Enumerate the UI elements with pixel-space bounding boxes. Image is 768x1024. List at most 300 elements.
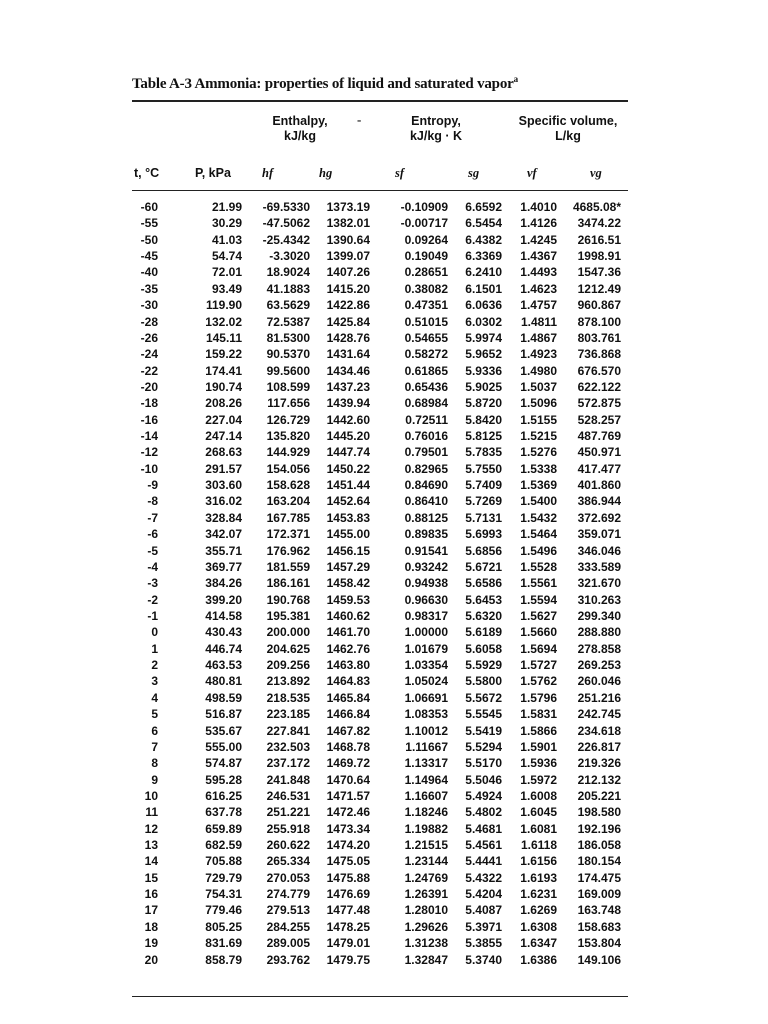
cell-sg: 5.9336 (465, 363, 502, 378)
cell-sg: 5.8420 (465, 412, 502, 427)
cell-hg: 1473.34 (326, 821, 370, 836)
cell-pressure: 805.25 (205, 919, 242, 934)
cell-sf: 1.21515 (404, 838, 448, 853)
cell-sf: 1.31238 (404, 936, 448, 951)
cell-temperature: -22 (140, 363, 158, 378)
cell-vf: 1.5594 (520, 592, 557, 607)
cell-temperature: -16 (140, 412, 158, 427)
cell-hg: 1425.84 (326, 314, 370, 329)
cell-vf: 1.6118 (520, 838, 557, 853)
cell-vg: 622.122 (577, 379, 621, 394)
cell-sf: 0.19049 (404, 249, 448, 264)
cell-pressure: 637.78 (205, 805, 242, 820)
cell-hg: 1475.05 (326, 854, 370, 869)
cell-temperature: -50 (140, 232, 158, 247)
cell-hf: -3.3020 (269, 249, 310, 264)
cell-temperature: -4 (147, 559, 158, 574)
cell-sg: 5.7269 (465, 494, 502, 509)
cell-hf: 18.9024 (266, 265, 310, 280)
cell-sg: 5.7835 (465, 445, 502, 460)
cell-sf: 1.29626 (404, 919, 448, 934)
volume-group-header (508, 114, 628, 144)
cell-vg: 386.944 (577, 494, 621, 509)
cell-vf: 1.5936 (520, 756, 557, 771)
cell-pressure: 291.57 (205, 461, 242, 476)
cell-pressure: 54.74 (211, 249, 242, 264)
cell-hg: 1407.26 (326, 265, 370, 280)
cell-vg: 153.804 (577, 936, 621, 951)
cell-vf: 1.4623 (520, 281, 557, 296)
cell-hg: 1373.19 (326, 200, 370, 214)
entropy-unit: kJ/kg · K (409, 129, 463, 143)
cell-sg: 6.6592 (465, 200, 502, 214)
cell-sg: 5.7409 (465, 478, 502, 493)
cell-vf: 1.4811 (520, 314, 557, 329)
cell-sf: 1.13317 (404, 756, 448, 771)
table-row (132, 886, 628, 902)
cell-hf: 227.841 (266, 723, 310, 738)
cell-hf: 72.5387 (266, 314, 310, 329)
cell-hg: 1470.64 (326, 772, 370, 787)
cell-hf: 176.962 (266, 543, 310, 558)
cell-vg: 450.971 (577, 445, 621, 460)
cell-sg: 6.0302 (465, 314, 502, 329)
cell-vf: 1.6156 (520, 854, 557, 869)
cell-sg: 6.0636 (465, 298, 502, 313)
cell-hf: 190.768 (266, 592, 310, 607)
cell-sf: 0.38082 (404, 281, 448, 296)
cell-vg: 234.618 (577, 723, 621, 738)
table-row (132, 755, 628, 771)
cell-temperature: 10 (144, 788, 158, 803)
table-row (132, 526, 628, 542)
cell-vg: 180.154 (577, 854, 621, 869)
cell-sf: 1.06691 (404, 690, 448, 705)
cell-vf: 1.6045 (520, 805, 557, 820)
table-row (132, 232, 628, 248)
cell-pressure: 480.81 (205, 674, 242, 689)
table-row (132, 919, 628, 935)
cell-vg: 205.221 (577, 788, 621, 803)
cell-pressure: 30.29 (211, 216, 242, 231)
cell-vg: 288.880 (577, 625, 621, 640)
cell-hf: 270.053 (266, 870, 310, 885)
table-row (132, 657, 628, 673)
cell-pressure: 342.07 (205, 527, 242, 542)
cell-hf: 200.000 (266, 625, 310, 640)
cell-hf: 293.762 (266, 952, 310, 967)
cell-hg: 1469.72 (326, 756, 370, 771)
cell-sg: 5.5419 (465, 723, 502, 738)
cell-sf: 0.94938 (404, 576, 448, 591)
cell-hf: 158.628 (266, 478, 310, 493)
cell-sg: 5.5929 (465, 658, 502, 673)
cell-sg: 5.5294 (465, 739, 502, 754)
cell-hf: 213.892 (266, 674, 310, 689)
volume-label: Specific volume, (518, 114, 618, 128)
cell-vg: 878.100 (577, 314, 621, 329)
table-row (132, 788, 628, 804)
cell-pressure: 174.41 (205, 363, 242, 378)
cell-hf: -69.5330 (262, 200, 310, 214)
cell-vf: 1.5627 (520, 608, 557, 623)
cell-vf: 1.5762 (520, 674, 557, 689)
cell-hg: 1442.60 (326, 412, 370, 427)
cell-temperature: -8 (147, 494, 158, 509)
column-header-vf: vf (527, 166, 537, 180)
cell-vg: 198.580 (577, 805, 621, 820)
cell-temperature: 11 (145, 805, 158, 820)
cell-vg: 372.692 (577, 510, 621, 525)
cell-hg: 1461.70 (326, 625, 370, 640)
cell-sf: 0.09264 (404, 232, 448, 247)
cell-hg: 1437.23 (326, 379, 370, 394)
cell-hg: 1447.74 (326, 445, 370, 460)
cell-temperature: 19 (144, 936, 158, 951)
cell-sf: 1.14964 (404, 772, 448, 787)
cell-temperature: 20 (144, 952, 158, 967)
cell-sg: 5.9652 (465, 347, 502, 362)
cell-hg: 1456.15 (326, 543, 370, 558)
enthalpy-unit: kJ/kg (284, 129, 316, 143)
cell-sg: 5.8720 (465, 396, 502, 411)
cell-hg: 1455.00 (326, 527, 370, 542)
cell-vf: 1.6231 (520, 887, 557, 902)
cell-vg: 4685.08* (572, 200, 621, 214)
cell-hg: 1472.46 (326, 805, 370, 820)
table-row (132, 493, 628, 509)
cell-sf: 0.79501 (404, 445, 448, 460)
cell-pressure: 208.26 (205, 396, 242, 411)
table-row (132, 952, 628, 968)
cell-pressure: 516.87 (205, 707, 242, 722)
cell-vg: 3474.22 (577, 216, 621, 231)
cell-sf: 0.65436 (404, 379, 448, 394)
cell-hg: 1475.88 (326, 870, 370, 885)
cell-sg: 5.4561 (465, 838, 502, 853)
cell-sg: 5.5800 (465, 674, 502, 689)
cell-hf: 154.056 (266, 461, 310, 476)
cell-hf: 289.005 (266, 936, 310, 951)
enthalpy-group-header (240, 114, 360, 144)
cell-sg: 5.4441 (465, 854, 502, 869)
cell-vf: 1.4010 (520, 200, 557, 214)
table-row (132, 215, 628, 231)
cell-vg: 251.216 (577, 690, 621, 705)
cell-temperature: 14 (144, 854, 158, 869)
cell-hg: 1465.84 (326, 690, 370, 705)
cell-vf: 1.5972 (520, 772, 557, 787)
cell-hg: 1382.01 (326, 216, 370, 231)
cell-hg: 1399.07 (326, 249, 370, 264)
cell-temperature: -1 (147, 608, 158, 623)
cell-hg: 1390.64 (326, 232, 370, 247)
cell-sg: 5.7131 (465, 510, 502, 525)
cell-temperature: -35 (140, 281, 158, 296)
cell-pressure: 268.63 (205, 445, 242, 460)
cell-vf: 1.4493 (520, 265, 557, 280)
cell-sf: 1.05024 (404, 674, 448, 689)
cell-pressure: 316.02 (205, 494, 242, 509)
cell-temperature: -18 (140, 396, 158, 411)
cell-temperature: 0 (151, 625, 158, 640)
cell-sf: 0.76016 (404, 429, 448, 444)
cell-vg: 278.858 (577, 641, 621, 656)
cell-hg: 1471.57 (326, 788, 370, 803)
cell-hg: 1463.80 (326, 658, 370, 673)
cell-hf: 274.779 (266, 887, 310, 902)
cell-sg: 5.5170 (465, 756, 502, 771)
cell-sf: 1.24769 (404, 870, 448, 885)
cell-sf: 0.98317 (404, 608, 448, 623)
cell-pressure: 355.71 (205, 543, 242, 558)
table-row (132, 559, 628, 575)
cell-hf: 167.785 (266, 510, 310, 525)
cell-vf: 1.5096 (520, 396, 557, 411)
cell-pressure: 831.69 (205, 936, 242, 951)
cell-hf: 81.5300 (266, 330, 310, 345)
cell-pressure: 159.22 (205, 347, 242, 362)
cell-vf: 1.4923 (520, 347, 557, 362)
table-row (132, 935, 628, 951)
entropy-group-header (376, 114, 496, 144)
cell-pressure: 555.00 (205, 739, 242, 754)
column-header-hf: hf (262, 166, 274, 180)
cell-hg: 1476.69 (326, 887, 370, 902)
table-row (132, 379, 628, 395)
cell-hg: 1439.94 (326, 396, 370, 411)
cell-hg: 1477.48 (326, 903, 370, 918)
cell-sg: 5.6320 (465, 608, 502, 623)
cell-pressure: 328.84 (205, 510, 242, 525)
entropy-label: Entropy, (411, 114, 461, 128)
cell-vf: 1.6347 (520, 936, 557, 951)
table-row (132, 641, 628, 657)
table-row (132, 870, 628, 886)
cell-hg: 1478.25 (326, 919, 370, 934)
cell-vf: 1.5369 (520, 478, 557, 493)
cell-hg: 1422.86 (326, 298, 370, 313)
cell-pressure: 41.03 (211, 232, 242, 247)
cell-vg: 1998.91 (577, 249, 621, 264)
cell-hf: 99.5600 (266, 363, 310, 378)
cell-vg: 333.589 (577, 559, 621, 574)
table-row (132, 461, 628, 477)
cell-pressure: 119.90 (205, 298, 242, 313)
table-row (132, 739, 628, 755)
cell-sg: 5.4802 (465, 805, 502, 820)
cell-hf: 204.625 (266, 641, 310, 656)
cell-temperature: 1 (151, 641, 158, 656)
cell-temperature: 3 (151, 674, 158, 689)
table-row (132, 395, 628, 411)
column-header-hg: hg (319, 166, 333, 180)
cell-hf: 265.334 (266, 854, 310, 869)
cell-sg: 5.6058 (465, 641, 502, 656)
title-footnote-marker: a (513, 74, 518, 84)
cell-temperature: -12 (140, 445, 158, 460)
cell-sg: 6.3369 (465, 249, 502, 264)
table-row (132, 510, 628, 526)
cell-vg: 269.253 (577, 658, 621, 673)
cell-temperature: -24 (140, 347, 158, 362)
top-rule (132, 100, 628, 102)
cell-sf: 1.01679 (404, 641, 448, 656)
table-row (132, 281, 628, 297)
cell-vf: 1.4757 (520, 298, 557, 313)
cell-vg: 676.570 (577, 363, 621, 378)
cell-sg: 5.6721 (465, 559, 502, 574)
cell-sg: 5.6189 (465, 625, 502, 640)
cell-hf: 90.5370 (266, 347, 310, 362)
cell-sf: 0.51015 (404, 314, 448, 329)
cell-vg: 149.106 (577, 952, 621, 967)
cell-vg: 163.748 (577, 903, 621, 918)
cell-pressure: 858.79 (205, 952, 242, 967)
cell-pressure: 574.87 (205, 756, 242, 771)
cell-sf: 1.28010 (404, 903, 448, 918)
cell-temperature: -20 (140, 379, 158, 394)
table-row (132, 853, 628, 869)
cell-vf: 1.5400 (520, 494, 557, 509)
cell-sg: 5.6453 (465, 592, 502, 607)
cell-hg: 1452.64 (326, 494, 370, 509)
cell-vf: 1.5561 (520, 576, 557, 591)
cell-sf: 0.72511 (405, 412, 448, 427)
cell-hg: 1453.83 (326, 510, 370, 525)
cell-vg: 242.745 (577, 707, 621, 722)
table-row (132, 673, 628, 689)
cell-sg: 5.4322 (465, 870, 502, 885)
cell-sf: 0.84690 (404, 478, 448, 493)
cell-temperature: -3 (147, 576, 158, 591)
cell-pressure: 616.25 (205, 788, 242, 803)
cell-hg: 1479.01 (326, 936, 370, 951)
cell-hg: 1460.62 (326, 608, 370, 623)
cell-vg: 1547.36 (577, 265, 621, 280)
table-row (132, 608, 628, 624)
cell-pressure: 754.31 (205, 887, 242, 902)
cell-hf: 117.656 (267, 396, 310, 411)
column-header-sf: sf (395, 166, 405, 180)
cell-temperature: 15 (144, 870, 158, 885)
cell-hg: 1434.46 (326, 363, 370, 378)
cell-hf: 41.1883 (266, 281, 310, 296)
cell-hg: 1458.42 (326, 576, 370, 591)
cell-vf: 1.5796 (520, 690, 557, 705)
cell-pressure: 384.26 (205, 576, 242, 591)
cell-pressure: 227.04 (205, 412, 242, 427)
cell-hg: 1479.75 (326, 952, 370, 967)
cell-vg: 158.683 (577, 919, 621, 934)
bottom-rule (132, 996, 628, 997)
table-row (132, 346, 628, 362)
cell-pressure: 705.88 (205, 854, 242, 869)
cell-pressure: 463.53 (205, 658, 242, 673)
cell-hf: 218.535 (266, 690, 310, 705)
cell-sf: 0.93242 (404, 559, 448, 574)
header-rule (132, 190, 628, 191)
cell-pressure: 93.49 (211, 281, 242, 296)
cell-vf: 1.5432 (520, 510, 557, 525)
cell-hf: -25.4342 (262, 232, 310, 247)
cell-hf: 246.531 (266, 788, 310, 803)
cell-hf: 241.848 (266, 772, 310, 787)
cell-vg: 212.132 (577, 772, 621, 787)
cell-vf: 1.5528 (520, 559, 557, 574)
cell-vg: 169.009 (577, 887, 621, 902)
cell-temperature: -40 (140, 265, 158, 280)
cell-vg: 310.263 (577, 592, 621, 607)
cell-sf: 1.00000 (404, 625, 448, 640)
cell-temperature: 7 (151, 739, 158, 754)
cell-sg: 5.6993 (465, 527, 502, 542)
table-row (132, 412, 628, 428)
cell-sg: 6.5454 (465, 216, 502, 231)
cell-sf: 0.61865 (404, 363, 448, 378)
table-row (132, 772, 628, 788)
cell-pressure: 595.28 (205, 772, 242, 787)
cell-sf: 1.08353 (404, 707, 448, 722)
table-row (132, 363, 628, 379)
cell-vf: 1.5155 (520, 412, 557, 427)
cell-sf: 1.16607 (404, 788, 448, 803)
volume-unit: L/kg (555, 129, 581, 143)
table-row (132, 477, 628, 493)
table-row (132, 248, 628, 264)
cell-temperature: 13 (144, 838, 158, 853)
cell-vf: 1.5660 (520, 625, 557, 640)
cell-pressure: 682.59 (205, 838, 242, 853)
cell-hf: 108.599 (266, 379, 310, 394)
table-row (132, 902, 628, 918)
cell-vg: 321.670 (577, 576, 621, 591)
column-header-vg: vg (590, 166, 602, 180)
cell-temperature: -28 (140, 314, 158, 329)
cell-vg: 736.868 (577, 347, 621, 362)
entropy-mark: - (357, 112, 362, 127)
cell-temperature: -5 (147, 543, 158, 558)
table-row (132, 804, 628, 820)
cell-pressure: 190.74 (205, 379, 242, 394)
cell-vf: 1.5464 (520, 527, 557, 542)
cell-sf: 0.86410 (404, 494, 448, 509)
cell-temperature: -14 (140, 429, 158, 444)
cell-vg: 359.071 (577, 527, 621, 542)
cell-vg: 260.046 (577, 674, 621, 689)
cell-vg: 192.196 (577, 821, 621, 836)
cell-vg: 219.326 (577, 756, 621, 771)
cell-temperature: -60 (140, 200, 158, 214)
cell-vf: 1.5338 (520, 461, 557, 476)
cell-temperature: -26 (140, 330, 158, 345)
cell-vf: 1.6386 (520, 952, 557, 967)
cell-pressure: 132.02 (205, 314, 242, 329)
cell-vg: 299.340 (577, 608, 621, 623)
cell-vf: 1.6193 (520, 870, 557, 885)
table-row (132, 690, 628, 706)
cell-temperature: 5 (151, 707, 158, 722)
table-row (132, 314, 628, 330)
cell-hg: 1464.83 (326, 674, 370, 689)
cell-sf: 0.91541 (404, 543, 448, 558)
table-row (132, 199, 628, 215)
cell-sf: 0.96630 (404, 592, 448, 607)
cell-sg: 5.5046 (465, 772, 502, 787)
cell-sf: 1.10012 (404, 723, 448, 738)
cell-sf: 0.88125 (404, 510, 448, 525)
cell-pressure: 729.79 (205, 870, 242, 885)
